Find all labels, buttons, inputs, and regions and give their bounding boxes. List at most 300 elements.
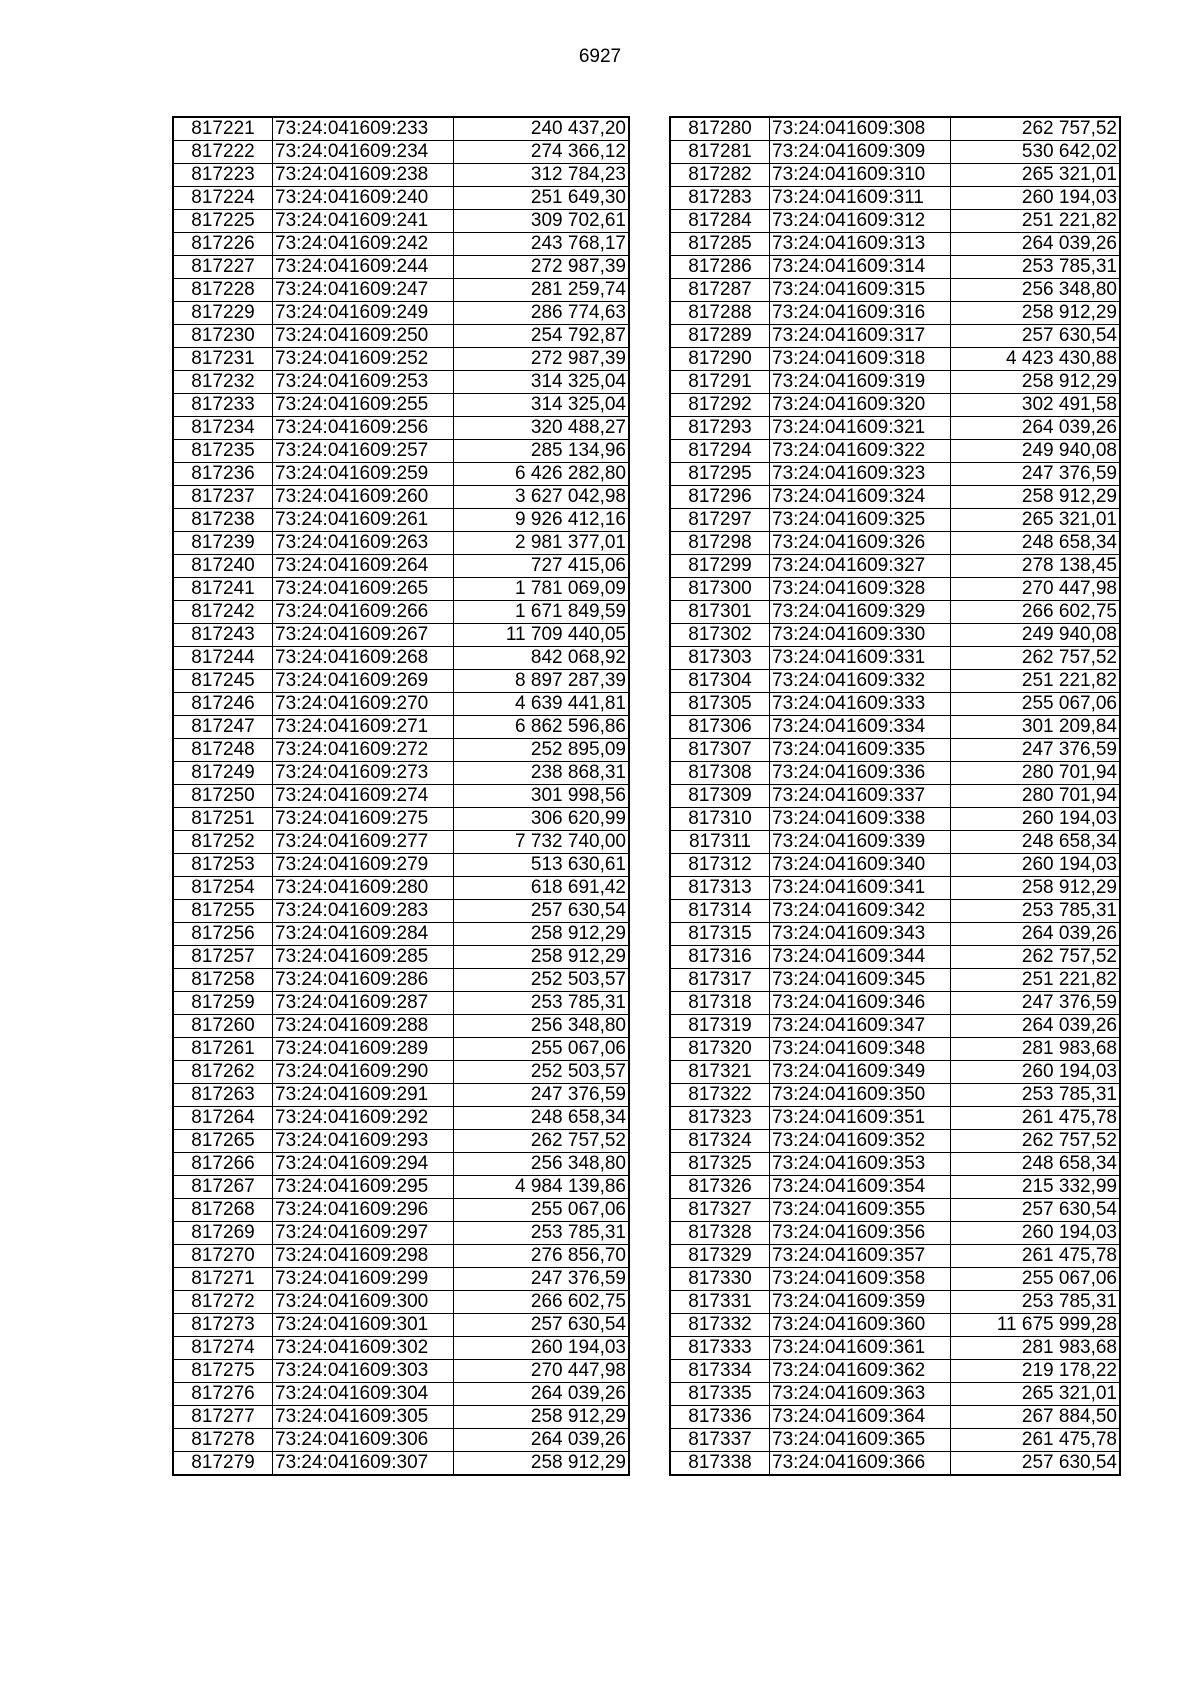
- record-number-cell: 817269: [173, 1222, 273, 1245]
- record-number-cell: 817249: [173, 762, 273, 785]
- cadastral-number-cell: 73:24:041609:339: [770, 831, 951, 854]
- cadastral-value-cell: 276 856,70: [454, 1245, 630, 1268]
- record-number-cell: 817232: [173, 371, 273, 394]
- cadastral-number-cell: 73:24:041609:296: [273, 1199, 454, 1222]
- record-number-cell: 817238: [173, 509, 273, 532]
- cadastral-value-cell: 248 658,34: [951, 831, 1121, 854]
- table-row: [670, 946, 1120, 969]
- table-row: [670, 1176, 1120, 1199]
- cadastral-value-cell: 264 039,26: [454, 1429, 630, 1452]
- cadastral-number-cell: 73:24:041609:264: [273, 555, 454, 578]
- cadastral-value-cell: 258 912,29: [951, 371, 1121, 394]
- cadastral-value-cell: 302 491,58: [951, 394, 1121, 417]
- table-row: [670, 1406, 1120, 1429]
- table-row: [173, 1038, 629, 1061]
- table-row: [173, 1314, 629, 1337]
- record-number-cell: 817294: [670, 440, 770, 463]
- cadastral-number-cell: 73:24:041609:280: [273, 877, 454, 900]
- record-number-cell: 817257: [173, 946, 273, 969]
- table-row: [670, 1084, 1120, 1107]
- table-row: [670, 1245, 1120, 1268]
- table-row: [670, 601, 1120, 624]
- cadastral-value-cell: 286 774,63: [454, 302, 630, 325]
- cadastral-number-cell: 73:24:041609:308: [770, 117, 951, 141]
- table-row: [173, 164, 629, 187]
- cadastral-number-cell: 73:24:041609:319: [770, 371, 951, 394]
- table-row: [670, 348, 1120, 371]
- table-row: [670, 486, 1120, 509]
- cadastral-number-cell: 73:24:041609:257: [273, 440, 454, 463]
- record-number-cell: 817226: [173, 233, 273, 256]
- cadastral-number-cell: 73:24:041609:356: [770, 1222, 951, 1245]
- cadastral-value-cell: 280 701,94: [951, 785, 1121, 808]
- table-row: [670, 1360, 1120, 1383]
- cadastral-value-cell: 1 781 069,09: [454, 578, 630, 601]
- record-number-cell: 817258: [173, 969, 273, 992]
- cadastral-value-cell: 253 785,31: [951, 256, 1121, 279]
- cadastral-number-cell: 73:24:041609:304: [273, 1383, 454, 1406]
- table-row: [173, 624, 629, 647]
- cadastral-value-cell: 314 325,04: [454, 371, 630, 394]
- cadastral-number-cell: 73:24:041609:285: [273, 946, 454, 969]
- table-row: [173, 785, 629, 808]
- record-number-cell: 817303: [670, 647, 770, 670]
- table-row: [670, 1199, 1120, 1222]
- cadastral-number-cell: 73:24:041609:297: [273, 1222, 454, 1245]
- cadastral-number-cell: 73:24:041609:330: [770, 624, 951, 647]
- record-number-cell: 817283: [670, 187, 770, 210]
- table-row: [670, 141, 1120, 164]
- record-number-cell: 817301: [670, 601, 770, 624]
- cadastral-number-cell: 73:24:041609:327: [770, 555, 951, 578]
- record-number-cell: 817309: [670, 785, 770, 808]
- record-number-cell: 817248: [173, 739, 273, 762]
- record-number-cell: 817291: [670, 371, 770, 394]
- record-number-cell: 817245: [173, 670, 273, 693]
- record-number-cell: 817336: [670, 1406, 770, 1429]
- record-number-cell: 817266: [173, 1153, 273, 1176]
- cadastral-value-cell: 255 067,06: [951, 693, 1121, 716]
- cadastral-value-cell: 262 757,52: [951, 117, 1121, 141]
- record-number-cell: 817293: [670, 417, 770, 440]
- table-row: [173, 578, 629, 601]
- cadastral-value-cell: 247 376,59: [951, 463, 1121, 486]
- record-number-cell: 817276: [173, 1383, 273, 1406]
- table-row: [670, 256, 1120, 279]
- table-row: [173, 1084, 629, 1107]
- cadastral-value-cell: 251 221,82: [951, 670, 1121, 693]
- table-row: [173, 463, 629, 486]
- record-number-cell: 817221: [173, 117, 273, 141]
- cadastral-value-cell: 309 702,61: [454, 210, 630, 233]
- cadastral-value-cell: 270 447,98: [454, 1360, 630, 1383]
- cadastral-number-cell: 73:24:041609:310: [770, 164, 951, 187]
- cadastral-value-cell: 253 785,31: [454, 1222, 630, 1245]
- cadastral-value-cell: 260 194,03: [454, 1337, 630, 1360]
- table-row: [173, 1061, 629, 1084]
- record-number-cell: 817338: [670, 1452, 770, 1476]
- table-row: [173, 233, 629, 256]
- record-number-cell: 817253: [173, 854, 273, 877]
- cadastral-number-cell: 73:24:041609:293: [273, 1130, 454, 1153]
- cadastral-number-cell: 73:24:041609:326: [770, 532, 951, 555]
- cadastral-number-cell: 73:24:041609:250: [273, 325, 454, 348]
- cadastral-value-cell: 278 138,45: [951, 555, 1121, 578]
- table-row: [173, 279, 629, 302]
- table-row: [670, 808, 1120, 831]
- record-number-cell: 817259: [173, 992, 273, 1015]
- table-row: [173, 1199, 629, 1222]
- cadastral-number-cell: 73:24:041609:244: [273, 256, 454, 279]
- cadastral-value-cell: 618 691,42: [454, 877, 630, 900]
- cadastral-value-cell: 264 039,26: [951, 233, 1121, 256]
- cadastral-value-cell: 253 785,31: [951, 1084, 1121, 1107]
- record-number-cell: 817329: [670, 1245, 770, 1268]
- cadastral-value-cell: 257 630,54: [454, 900, 630, 923]
- record-number-cell: 817287: [670, 279, 770, 302]
- table-row: [173, 1406, 629, 1429]
- table-row: [670, 854, 1120, 877]
- table-row: [670, 923, 1120, 946]
- cadastral-number-cell: 73:24:041609:253: [273, 371, 454, 394]
- cadastral-number-cell: 73:24:041609:316: [770, 302, 951, 325]
- cadastral-number-cell: 73:24:041609:363: [770, 1383, 951, 1406]
- cadastral-number-cell: 73:24:041609:298: [273, 1245, 454, 1268]
- cadastral-value-cell: 215 332,99: [951, 1176, 1121, 1199]
- table-row: [670, 716, 1120, 739]
- cadastral-number-cell: 73:24:041609:267: [273, 624, 454, 647]
- cadastral-value-cell: 247 376,59: [951, 992, 1121, 1015]
- cadastral-number-cell: 73:24:041609:364: [770, 1406, 951, 1429]
- cadastral-value-cell: 252 503,57: [454, 1061, 630, 1084]
- cadastral-value-cell: 320 488,27: [454, 417, 630, 440]
- table-row: [173, 1130, 629, 1153]
- record-number-cell: 817261: [173, 1038, 273, 1061]
- cadastral-value-cell: 256 348,80: [454, 1153, 630, 1176]
- cadastral-number-cell: 73:24:041609:288: [273, 1015, 454, 1038]
- cadastral-number-cell: 73:24:041609:295: [273, 1176, 454, 1199]
- record-number-cell: 817223: [173, 164, 273, 187]
- table-row: [173, 693, 629, 716]
- record-number-cell: 817242: [173, 601, 273, 624]
- cadastral-value-cell: 258 912,29: [454, 946, 630, 969]
- record-number-cell: 817334: [670, 1360, 770, 1383]
- record-number-cell: 817260: [173, 1015, 273, 1038]
- cadastral-number-cell: 73:24:041609:266: [273, 601, 454, 624]
- record-number-cell: 817337: [670, 1429, 770, 1452]
- cadastral-value-cell: 249 940,08: [951, 440, 1121, 463]
- record-number-cell: 817265: [173, 1130, 273, 1153]
- table-row: [173, 348, 629, 371]
- cadastral-value-cell: 280 701,94: [951, 762, 1121, 785]
- cadastral-value-cell: 238 868,31: [454, 762, 630, 785]
- cadastral-number-cell: 73:24:041609:317: [770, 325, 951, 348]
- table-row: [173, 831, 629, 854]
- cadastral-number-cell: 73:24:041609:307: [273, 1452, 454, 1476]
- record-number-cell: 817285: [670, 233, 770, 256]
- table-row: [173, 601, 629, 624]
- table-row: [670, 1337, 1120, 1360]
- cadastral-value-cell: 260 194,03: [951, 854, 1121, 877]
- record-number-cell: 817288: [670, 302, 770, 325]
- cadastral-value-cell: 7 732 740,00: [454, 831, 630, 854]
- cadastral-value-cell: 265 321,01: [951, 509, 1121, 532]
- record-number-cell: 817263: [173, 1084, 273, 1107]
- table-row: [670, 1153, 1120, 1176]
- table-row: [670, 578, 1120, 601]
- record-number-cell: 817280: [670, 117, 770, 141]
- cadastral-number-cell: 73:24:041609:341: [770, 877, 951, 900]
- table-row: [670, 440, 1120, 463]
- table-row: [173, 992, 629, 1015]
- record-number-cell: 817233: [173, 394, 273, 417]
- cadastral-value-cell: 240 437,20: [454, 117, 630, 141]
- record-number-cell: 817316: [670, 946, 770, 969]
- cadastral-number-cell: 73:24:041609:289: [273, 1038, 454, 1061]
- table-row: [173, 1107, 629, 1130]
- cadastral-value-cell: 248 658,34: [951, 1153, 1121, 1176]
- table-row: [670, 187, 1120, 210]
- table-row: [173, 762, 629, 785]
- record-number-cell: 817244: [173, 647, 273, 670]
- cadastral-value-cell: 4 639 441,81: [454, 693, 630, 716]
- cadastral-value-cell: 248 658,34: [951, 532, 1121, 555]
- cadastral-number-cell: 73:24:041609:328: [770, 578, 951, 601]
- cadastral-value-cell: 243 768,17: [454, 233, 630, 256]
- table-row: [670, 117, 1120, 141]
- record-number-cell: 817256: [173, 923, 273, 946]
- cadastral-value-cell: 255 067,06: [951, 1268, 1121, 1291]
- record-number-cell: 817237: [173, 486, 273, 509]
- record-number-cell: 817302: [670, 624, 770, 647]
- table-row: [173, 1291, 629, 1314]
- record-number-cell: 817250: [173, 785, 273, 808]
- cadastral-number-cell: 73:24:041609:342: [770, 900, 951, 923]
- cadastral-number-cell: 73:24:041609:240: [273, 187, 454, 210]
- table-row: [173, 1452, 629, 1476]
- cadastral-value-cell: 9 926 412,16: [454, 509, 630, 532]
- cadastral-number-cell: 73:24:041609:318: [770, 348, 951, 371]
- cadastral-number-cell: 73:24:041609:234: [273, 141, 454, 164]
- cadastral-value-cell: 272 987,39: [454, 256, 630, 279]
- table-row: [670, 992, 1120, 1015]
- cadastral-number-cell: 73:24:041609:329: [770, 601, 951, 624]
- record-number-cell: 817331: [670, 1291, 770, 1314]
- cadastral-number-cell: 73:24:041609:324: [770, 486, 951, 509]
- cadastral-number-cell: 73:24:041609:300: [273, 1291, 454, 1314]
- record-number-cell: 817298: [670, 532, 770, 555]
- record-number-cell: 817222: [173, 141, 273, 164]
- cadastral-value-cell: 4 423 430,88: [951, 348, 1121, 371]
- cadastral-number-cell: 73:24:041609:337: [770, 785, 951, 808]
- cadastral-value-cell: 2 981 377,01: [454, 532, 630, 555]
- table-row: [670, 1107, 1120, 1130]
- cadastral-value-cell: 301 998,56: [454, 785, 630, 808]
- record-number-cell: 817290: [670, 348, 770, 371]
- cadastral-number-cell: 73:24:041609:320: [770, 394, 951, 417]
- record-number-cell: 817296: [670, 486, 770, 509]
- table-row: [173, 1268, 629, 1291]
- cadastral-number-cell: 73:24:041609:361: [770, 1337, 951, 1360]
- table-row: [173, 532, 629, 555]
- cadastral-value-cell: 260 194,03: [951, 808, 1121, 831]
- record-number-cell: 817264: [173, 1107, 273, 1130]
- cadastral-value-cell: 8 897 287,39: [454, 670, 630, 693]
- cadastral-value-cell: 260 194,03: [951, 1222, 1121, 1245]
- cadastral-number-cell: 73:24:041609:272: [273, 739, 454, 762]
- cadastral-number-cell: 73:24:041609:331: [770, 647, 951, 670]
- record-number-cell: 817275: [173, 1360, 273, 1383]
- cadastral-value-cell: 3 627 042,98: [454, 486, 630, 509]
- table-row: [670, 555, 1120, 578]
- table-row: [670, 969, 1120, 992]
- table-row: [173, 969, 629, 992]
- table-row: [173, 555, 629, 578]
- cadastral-value-cell: 6 862 596,86: [454, 716, 630, 739]
- record-number-cell: 817304: [670, 670, 770, 693]
- cadastral-value-cell: 251 221,82: [951, 210, 1121, 233]
- record-number-cell: 817327: [670, 1199, 770, 1222]
- cadastral-value-cell: 256 348,80: [951, 279, 1121, 302]
- cadastral-number-cell: 73:24:041609:322: [770, 440, 951, 463]
- table-row: [173, 877, 629, 900]
- table-row: [173, 808, 629, 831]
- table-row: [173, 302, 629, 325]
- cadastral-number-cell: 73:24:041609:358: [770, 1268, 951, 1291]
- cadastral-value-cell: 258 912,29: [454, 1406, 630, 1429]
- record-number-cell: 817262: [173, 1061, 273, 1084]
- record-number-cell: 817282: [670, 164, 770, 187]
- record-number-cell: 817234: [173, 417, 273, 440]
- cadastral-value-cell: 6 426 282,80: [454, 463, 630, 486]
- cadastral-number-cell: 73:24:041609:348: [770, 1038, 951, 1061]
- cadastral-number-cell: 73:24:041609:314: [770, 256, 951, 279]
- cadastral-value-cell: 247 376,59: [454, 1084, 630, 1107]
- cadastral-number-cell: 73:24:041609:256: [273, 417, 454, 440]
- cadastral-value-cell: 281 259,74: [454, 279, 630, 302]
- cadastral-number-cell: 73:24:041609:350: [770, 1084, 951, 1107]
- cadastral-number-cell: 73:24:041609:301: [273, 1314, 454, 1337]
- cadastral-value-cell: 265 321,01: [951, 1383, 1121, 1406]
- cadastral-value-cell: 251 649,30: [454, 187, 630, 210]
- record-number-cell: 817278: [173, 1429, 273, 1452]
- table-row: [670, 762, 1120, 785]
- cadastral-number-cell: 73:24:041609:271: [273, 716, 454, 739]
- cadastral-number-cell: 73:24:041609:312: [770, 210, 951, 233]
- record-number-cell: 817241: [173, 578, 273, 601]
- table-row: [173, 900, 629, 923]
- record-number-cell: 817323: [670, 1107, 770, 1130]
- record-number-cell: 817310: [670, 808, 770, 831]
- cadastral-number-cell: 73:24:041609:265: [273, 578, 454, 601]
- record-number-cell: 817247: [173, 716, 273, 739]
- cadastral-number-cell: 73:24:041609:274: [273, 785, 454, 808]
- cadastral-value-cell: 265 321,01: [951, 164, 1121, 187]
- cadastral-value-cell: 258 912,29: [951, 302, 1121, 325]
- record-number-cell: 817286: [670, 256, 770, 279]
- cadastral-value-cell: 249 940,08: [951, 624, 1121, 647]
- record-number-cell: 817272: [173, 1291, 273, 1314]
- record-number-cell: 817300: [670, 578, 770, 601]
- cadastral-number-cell: 73:24:041609:286: [273, 969, 454, 992]
- table-row: [670, 233, 1120, 256]
- cadastral-value-cell: 255 067,06: [454, 1038, 630, 1061]
- cadastral-number-cell: 73:24:041609:270: [273, 693, 454, 716]
- record-number-cell: 817251: [173, 808, 273, 831]
- record-number-cell: 817267: [173, 1176, 273, 1199]
- page-number: 6927: [578, 46, 622, 67]
- cadastral-value-cell: 281 983,68: [951, 1337, 1121, 1360]
- register-table-right: [669, 116, 1121, 1476]
- table-row: [173, 1176, 629, 1199]
- cadastral-value-cell: 285 134,96: [454, 440, 630, 463]
- cadastral-value-cell: 272 987,39: [454, 348, 630, 371]
- record-number-cell: 817305: [670, 693, 770, 716]
- cadastral-value-cell: 513 630,61: [454, 854, 630, 877]
- cadastral-number-cell: 73:24:041609:287: [273, 992, 454, 1015]
- cadastral-value-cell: 257 630,54: [454, 1314, 630, 1337]
- table-row: [670, 1038, 1120, 1061]
- table-row: [173, 187, 629, 210]
- record-number-cell: 817330: [670, 1268, 770, 1291]
- cadastral-number-cell: 73:24:041609:260: [273, 486, 454, 509]
- table-row: [670, 1452, 1120, 1476]
- cadastral-number-cell: 73:24:041609:355: [770, 1199, 951, 1222]
- record-number-cell: 817297: [670, 509, 770, 532]
- cadastral-value-cell: 261 475,78: [951, 1107, 1121, 1130]
- table-row: [173, 1383, 629, 1406]
- cadastral-number-cell: 73:24:041609:321: [770, 417, 951, 440]
- cadastral-value-cell: 312 784,23: [454, 164, 630, 187]
- table-row: [173, 325, 629, 348]
- cadastral-number-cell: 73:24:041609:360: [770, 1314, 951, 1337]
- table-row: [670, 1291, 1120, 1314]
- cadastral-number-cell: 73:24:041609:306: [273, 1429, 454, 1452]
- table-row: [670, 624, 1120, 647]
- cadastral-value-cell: 842 068,92: [454, 647, 630, 670]
- table-row: [670, 647, 1120, 670]
- record-number-cell: 817306: [670, 716, 770, 739]
- record-number-cell: 817317: [670, 969, 770, 992]
- table-row: [173, 647, 629, 670]
- table-row: [173, 923, 629, 946]
- table-row: [173, 210, 629, 233]
- table-row: [670, 693, 1120, 716]
- record-number-cell: 817224: [173, 187, 273, 210]
- cadastral-value-cell: 257 630,54: [951, 1199, 1121, 1222]
- cadastral-number-cell: 73:24:041609:241: [273, 210, 454, 233]
- record-number-cell: 817311: [670, 831, 770, 854]
- record-number-cell: 817308: [670, 762, 770, 785]
- cadastral-value-cell: 258 912,29: [951, 486, 1121, 509]
- cadastral-number-cell: 73:24:041609:325: [770, 509, 951, 532]
- cadastral-value-cell: 254 792,87: [454, 325, 630, 348]
- cadastral-number-cell: 73:24:041609:303: [273, 1360, 454, 1383]
- cadastral-number-cell: 73:24:041609:338: [770, 808, 951, 831]
- record-number-cell: 817240: [173, 555, 273, 578]
- record-number-cell: 817271: [173, 1268, 273, 1291]
- cadastral-value-cell: 4 984 139,86: [454, 1176, 630, 1199]
- table-row: [173, 1245, 629, 1268]
- record-number-cell: 817229: [173, 302, 273, 325]
- cadastral-value-cell: 306 620,99: [454, 808, 630, 831]
- cadastral-number-cell: 73:24:041609:359: [770, 1291, 951, 1314]
- cadastral-number-cell: 73:24:041609:273: [273, 762, 454, 785]
- cadastral-number-cell: 73:24:041609:353: [770, 1153, 951, 1176]
- record-number-cell: 817299: [670, 555, 770, 578]
- cadastral-number-cell: 73:24:041609:277: [273, 831, 454, 854]
- cadastral-value-cell: 260 194,03: [951, 187, 1121, 210]
